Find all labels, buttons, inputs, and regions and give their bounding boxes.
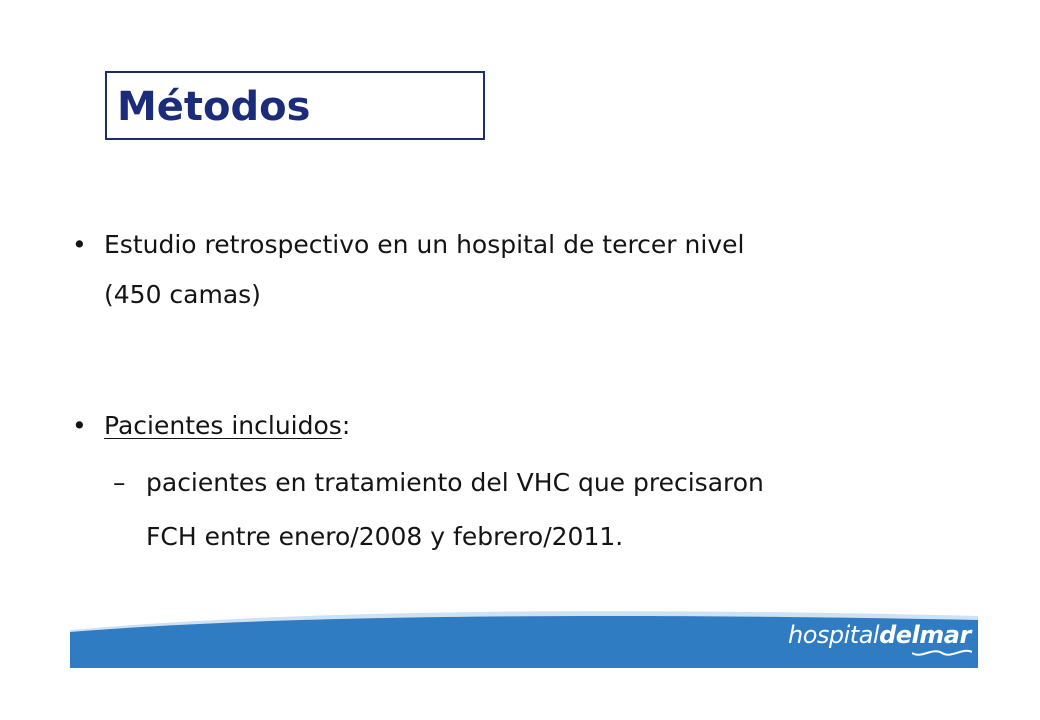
logo-wave-stroke [912,651,972,655]
bullet-2-suffix: : [341,411,351,440]
slide-title: Métodos [117,84,311,130]
logo-part-del: del [879,621,920,649]
logo-part-mar: mar [919,621,971,649]
sub-bullet-line-1: pacientes en tratamiento del VHC que precisaron [146,468,764,497]
bullet-2 [104,403,350,449]
bullet-2-label: Pacientes incluidos [104,411,342,440]
title-box [105,71,485,140]
hospital-del-mar-logo [788,621,971,649]
bullet-dot-2: • [72,411,87,440]
logo-wave-icon [912,647,972,659]
bullet-1-line-1: Estudio retrospectivo en un hospital de tercer nivel [104,230,745,259]
logo-part-hospital: hospital [788,621,880,649]
sub-bullet-dash: – [113,468,126,497]
sub-bullet-line-2: FCH entre enero/2008 y febrero/2011. [146,522,624,551]
bullet-1-line-2: (450 camas) [104,280,261,309]
bullet-dot-1: • [72,230,87,259]
